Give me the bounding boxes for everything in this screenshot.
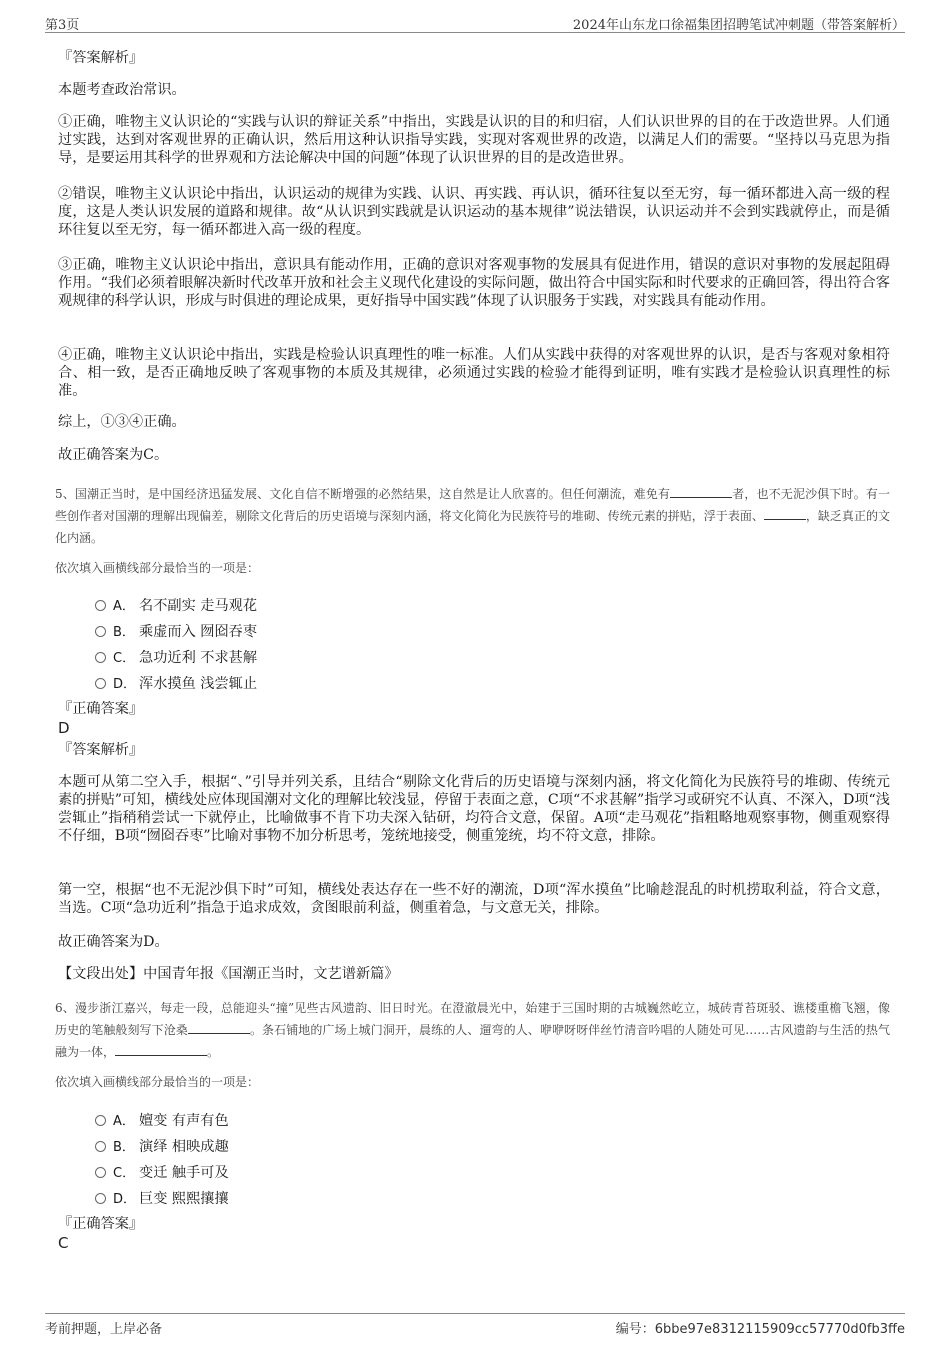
- page-header: [45, 12, 905, 33]
- analysis-final: 故正确答案为D。: [58, 934, 169, 950]
- analysis-intro: 本题考查政治常识。: [58, 82, 186, 98]
- option-a[interactable]: A． 名不副实 走马观花: [95, 595, 257, 615]
- option-d[interactable]: D． 浑水摸鱼 浅尝辄止: [95, 673, 257, 693]
- fill-blank: [670, 485, 732, 498]
- page-footer: [45, 1313, 905, 1338]
- option-c[interactable]: C． 急功近利 不求甚解: [95, 647, 257, 667]
- option-b[interactable]: B． 演绎 相映成趣: [95, 1136, 229, 1156]
- analysis-paragraph: ④正确，唯物主义认识论中指出，实践是检验认识真理性的唯一标准。人们从实践中获得的对客观世界的认识，是否与客观对象相符合、相一致，是否正确地反映了客观事物的本质及其规律，必须通过实践的检验才能得到证明，唯有实践才是检验认识真理性的标准。: [58, 347, 890, 399]
- question-prompt: 依次填入画横线部分最恰当的一项是：: [55, 1075, 260, 1089]
- question-stem: 5、国潮正当时，是中国经济迅猛发展、文化自信不断增强的必然结果，这自然是让人欣喜的。但任何潮流，难免有 者，也不无泥沙俱下时。有一些创作者对国潮的理解出现偏差，剔除文化背后的历史语境与深刻内涵，将文化简化为民族符号的堆砌、传统元素的拼贴，浮于表面、 ，缺乏真正的文化内涵。: [55, 487, 890, 545]
- analysis-paragraph: 本题可从第二空入手，根据“、”引导并列关系，且结合“剔除文化背后的历史语境与深刻内涵，将文化简化为民族符号的堆砌、传统元素的拼贴”可知，横线处应体现国潮对文化的理解比较浅显，停留于表面之意，C项“不求甚解”指学习或研究不认真、不深入，D项“浅尝辄止”指稍稍尝试一下就停止，比喻做事不肯下功夫深入钻研，均符合文意，保留。A项“走马观花”指粗略地观察事物，侧重观察得不仔细，B项“囫囵吞枣”比喻对事物不加分析思考，笼统地接受，侧重笼统，均不符文意，排除。: [58, 774, 890, 844]
- fill-blank: [115, 1043, 207, 1056]
- radio-icon: [95, 652, 106, 663]
- fill-blank: [188, 1021, 250, 1034]
- radio-icon: [95, 1193, 106, 1204]
- source-note: 【文段出处】中国青年报《国潮正当时，文艺谱新篇》: [58, 966, 399, 982]
- fill-blank: [764, 507, 806, 520]
- radio-icon: [95, 1141, 106, 1152]
- option-a[interactable]: A． 嬗变 有声有色: [95, 1110, 229, 1130]
- correct-answer: D: [58, 719, 70, 737]
- question-prompt: 依次填入画横线部分最恰当的一项是：: [55, 561, 260, 575]
- analysis-label: 『答案解析』: [58, 50, 144, 66]
- radio-icon: [95, 626, 106, 637]
- correct-answer: C: [58, 1234, 69, 1252]
- question-stem: 6、漫步浙江嘉兴，每走一段，总能迎头“撞”见些古风遗韵、旧日时光。在澄澈晨光中，始建于三国时期的古城巍然屹立，城砖青苔斑驳、谯楼重檐飞翘，像历史的笔触般刻写下沧桑 。条石铺地的广场上城门洞开，晨练的人、遛弯的人、咿咿呀呀伴丝竹清音吟唱的人随处可见……古风遗韵与生活的热气融为一体， 。: [55, 1001, 890, 1059]
- analysis-final: 故正确答案为C。: [58, 447, 169, 463]
- radio-icon: [95, 600, 106, 611]
- analysis-summary: 综上，①③④正确。: [58, 414, 186, 430]
- document-title: 2024年山东龙口徐福集团招聘笔试冲刺题（带答案解析）: [572, 18, 905, 33]
- analysis-paragraph: ①正确，唯物主义认识论的“实践与认识的辩证关系”中指出，实践是认识的目的和归宿，人们认识世界的目的在于改造世界。人们通过实践，达到对客观世界的正确认识，然后用这种认识指导实践，实现对客观世界的改造，以满足人们的需要。“坚持以马克思为指导，是要运用其科学的世界观和方法论解决中国的问题”体现了认识世界的目的是改造世界。: [58, 114, 890, 166]
- correct-answer-label: 『正确答案』: [58, 1216, 144, 1232]
- analysis-paragraph: ③正确，唯物主义认识论中指出，意识具有能动作用，正确的意识对客观事物的发展具有促进作用，错误的意识对事物的发展起阻碍作用。“我们必须着眼解决新时代改革开放和社会主义现代化建设的实际问题，做出符合中国实际和时代要求的正确回答，得出符合客观规律的科学认识，形成与时俱进的理论成果，更好指导中国实践”体现了认识服务于实践，对实践具有能动作用。: [58, 257, 890, 309]
- analysis-paragraph: ②错误，唯物主义认识论中指出，认识运动的规律为实践、认识、再实践、再认识，循环往复以至无穷，每一循环都进入高一级的程度，这是人类认识发展的道路和规律。故“从认识到实践就是认识运动的基本规律”说法错误，认识运动并不会到实践就停止，而是循环往复以至无穷，每一循环都进入高一级的程度。: [58, 186, 890, 238]
- radio-icon: [95, 678, 106, 689]
- analysis-label: 『答案解析』: [58, 742, 144, 758]
- document-id: 编号：6bbe97e8312115909cc57770d0fb3ffe: [615, 1322, 905, 1337]
- radio-icon: [95, 1115, 106, 1126]
- radio-icon: [95, 1167, 106, 1178]
- analysis-paragraph: 第一空，根据“也不无泥沙俱下时”可知，横线处表达存在一些不好的潮流，D项“浑水摸鱼”比喻趁混乱的时机捞取利益，符合文意，当选。C项“急功近利”指急于追求成效，贪图眼前利益，侧重着急，与文意无关，排除。: [58, 882, 890, 916]
- page-number: 第3页: [45, 18, 80, 33]
- footer-slogan: 考前押题，上岸必备: [45, 1322, 163, 1337]
- option-c[interactable]: C． 变迁 触手可及: [95, 1162, 229, 1182]
- correct-answer-label: 『正确答案』: [58, 701, 144, 717]
- option-d[interactable]: D． 巨变 熙熙攘攘: [95, 1188, 229, 1208]
- option-b[interactable]: B． 乘虚而入 囫囵吞枣: [95, 621, 257, 641]
